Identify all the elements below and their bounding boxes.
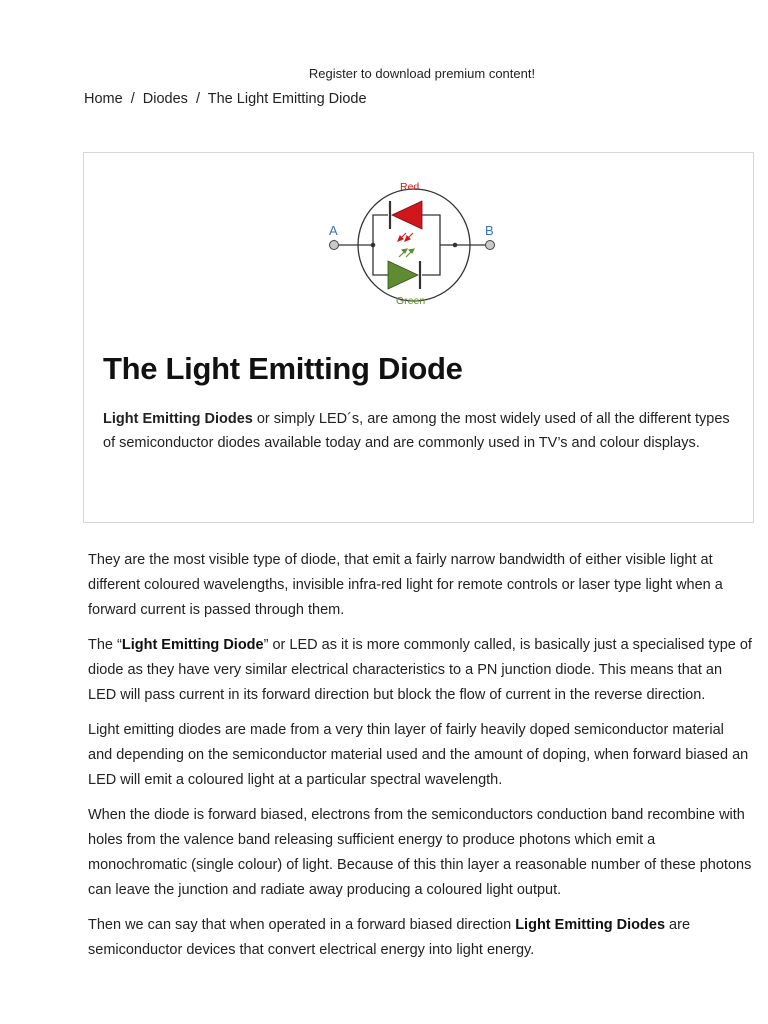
label-a: A: [329, 223, 338, 238]
intro-text: or simply LED´s, are among the most widely used of all the different types of semiconductor diodes available today and are commonly used in TV’s and colour displays.: [103, 411, 730, 451]
label-green: Green: [396, 295, 426, 307]
breadcrumb-home[interactable]: Home: [84, 91, 123, 107]
paragraph-5: [88, 913, 752, 963]
breadcrumb-separator: /: [195, 91, 200, 107]
led-bicolour-diagram: [320, 173, 510, 323]
register-link[interactable]: Register to download premium content!: [308, 66, 536, 81]
paragraph-1: They are the most visible type of diode, that emit a fairly narrow bandwidth of either visible light at different coloured wavelengths, invisible infra-red light for remote controls or laser type light when a forward current is passed through them.: [88, 552, 723, 618]
p5-post: are semiconductor devices that convert electrical energy into light energy.: [88, 917, 691, 958]
p2-post: ” or LED as it is more commonly called, is basically just a specialised type of diode as they have very similar electrical characteristics to a PN junction diode. This means that an LED will pass current in its forward direction but block the flow of current in the reverse direction.: [88, 637, 752, 703]
intro-bold: Light Emitting Diodes: [103, 411, 253, 427]
p5-pre: Then we can say that when operated in a forward biased direction: [88, 917, 516, 933]
paragraph-2: [88, 633, 752, 708]
paragraph-4: When the diode is forward biased, electrons from the semiconductors conduction band recombine with holes from the valence band releasing sufficient energy to produce photons which emit a monochromatic (single colour) of light. Because of this thin layer a reasonable number of these photons can leave the junction and radiate away producing a coloured light output.: [88, 807, 752, 898]
breadcrumb-diodes[interactable]: Diodes: [142, 91, 188, 107]
page-title: The Light Emitting Diode: [103, 351, 463, 386]
paragraph-3: Light emitting diodes are made from a very thin layer of fairly heavily doped semiconductor material and depending on the semiconductor material used and the amount of doping, when forward biased an LED will emit a coloured light at a particular spectral wavelength.: [88, 722, 749, 788]
article-body: [88, 548, 752, 973]
register-banner: [0, 66, 768, 81]
hero-card: [83, 152, 754, 523]
terminal-b: [486, 241, 495, 250]
intro-paragraph: [103, 407, 743, 455]
p2-bold: Light Emitting Diode: [121, 637, 264, 653]
terminal-a: [330, 241, 339, 250]
breadcrumb: [84, 91, 367, 107]
p5-bold: Light Emitting Diodes: [515, 917, 666, 933]
label-b: B: [485, 223, 494, 238]
breadcrumb-current: The Light Emitting Diode: [207, 91, 367, 107]
breadcrumb-separator: /: [130, 91, 135, 107]
p2-pre: The “: [88, 637, 122, 653]
label-red: Red: [400, 181, 420, 193]
